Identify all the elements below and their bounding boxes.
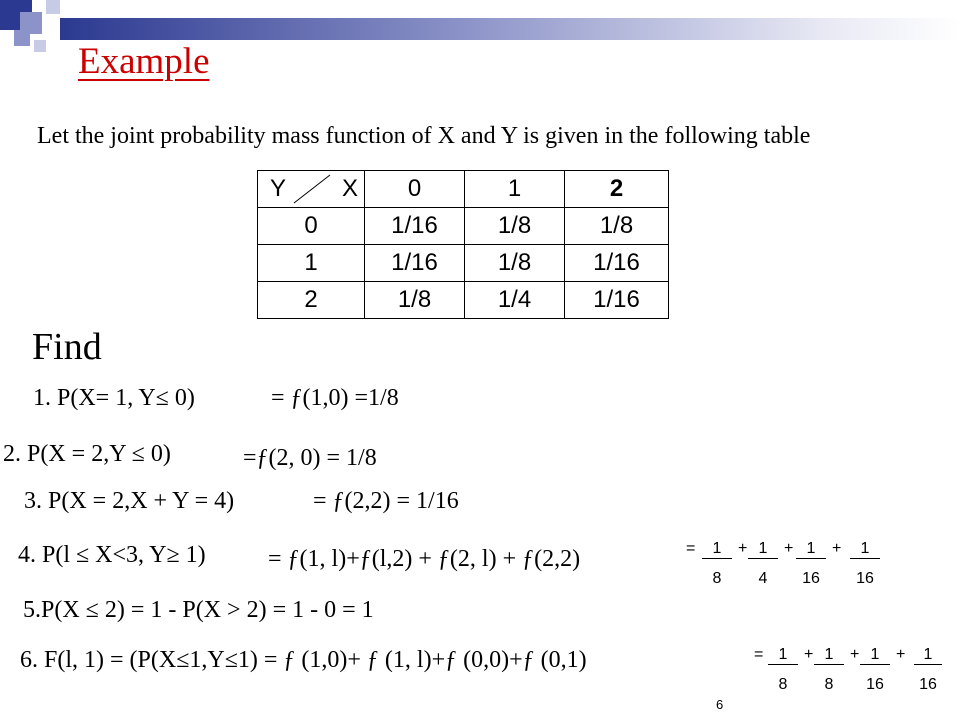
fraction-denominator: 16: [802, 570, 820, 587]
fraction-denominator: 8: [778, 676, 788, 693]
question-4: 4. P(l ≤ X<3, Y≥ 1): [18, 542, 206, 568]
equals-sign: =: [754, 646, 764, 663]
fraction-denominator: 8: [712, 570, 722, 587]
fraction-sum-4: [686, 540, 916, 592]
prob-cell: 1/8: [465, 245, 565, 282]
fraction-denominator: 16: [919, 676, 937, 693]
prob-cell: 1/16: [565, 245, 669, 282]
header-bar: [60, 18, 960, 40]
deco-square: [34, 40, 46, 52]
answer-3: = ƒ(2,2) = 1/16: [313, 488, 459, 514]
answer-4: = ƒ(1, l)+ƒ(l,2) + ƒ(2, l) + ƒ(2,2): [268, 546, 581, 572]
y-value: 2: [258, 282, 365, 319]
plus-sign: +: [804, 646, 814, 663]
fraction-numerator: 1: [702, 540, 732, 559]
prob-cell: 1/16: [365, 245, 465, 282]
fraction-numerator: 1: [748, 540, 778, 559]
question-3: 3. P(X = 2,X + Y = 4): [24, 488, 235, 514]
table-row: [258, 282, 669, 319]
table-row: [258, 208, 669, 245]
question-6: 6. F(l, 1) = (P(X≤1,Y≤1) = ƒ (1,0)+ ƒ (1, l)+ƒ (0,0)+ƒ (0,1): [20, 647, 587, 673]
prob-cell: 1/16: [565, 282, 669, 319]
slide-title: Example: [78, 41, 210, 82]
corner-x-label: X: [341, 175, 358, 202]
plus-sign: +: [850, 646, 860, 663]
fraction-denominator: 16: [866, 676, 884, 693]
plus-sign: +: [832, 540, 842, 557]
plus-sign: +: [784, 540, 794, 557]
intro-text: Let the joint probability mass function of X and Y is given in the following table: [37, 123, 811, 149]
table-row: [258, 245, 669, 282]
find-heading: Find: [32, 326, 102, 368]
fraction-denominator: 16: [856, 570, 874, 587]
pmf-table: [257, 170, 669, 319]
fraction-numerator: 1: [860, 646, 890, 665]
plus-sign: +: [896, 646, 906, 663]
x-value: 1: [465, 171, 565, 208]
prob-cell: 1/8: [365, 282, 465, 319]
fraction-numerator: 1: [914, 646, 942, 665]
prob-cell: 1/16: [365, 208, 465, 245]
deco-square: [46, 0, 60, 14]
fraction-denominator: 4: [758, 570, 768, 587]
answer-1: = ƒ(1,0) =1/8: [271, 385, 399, 411]
answer-2: =ƒ(2, 0) = 1/8: [243, 445, 377, 471]
question-5: 5.P(X ≤ 2) = 1 - P(X > 2) = 1 - 0 = 1: [23, 597, 374, 623]
deco-square: [14, 30, 30, 46]
fraction-denominator: 8: [824, 676, 834, 693]
fraction-numerator: 1: [768, 646, 798, 665]
question-1: 1. P(X= 1, Y≤ 0): [33, 385, 195, 411]
y-value: 0: [258, 208, 365, 245]
x-value: 2: [565, 171, 669, 208]
fraction-numerator: 1: [814, 646, 844, 665]
fraction-numerator: 1: [796, 540, 826, 559]
prob-cell: 1/8: [565, 208, 669, 245]
fraction-numerator: 1: [850, 540, 880, 559]
page-number: 6: [716, 697, 724, 712]
corner-cell: [258, 171, 365, 208]
y-value: 1: [258, 245, 365, 282]
prob-cell: 1/4: [465, 282, 565, 319]
prob-cell: 1/8: [465, 208, 565, 245]
table-header-row: [258, 171, 669, 208]
plus-sign: +: [738, 540, 748, 557]
corner-y-label: Y: [270, 175, 287, 202]
x-value: 0: [365, 171, 465, 208]
question-2: 2. P(X = 2,Y ≤ 0): [3, 441, 171, 467]
equals-sign: =: [686, 540, 696, 557]
fraction-sum-6: [754, 646, 958, 698]
